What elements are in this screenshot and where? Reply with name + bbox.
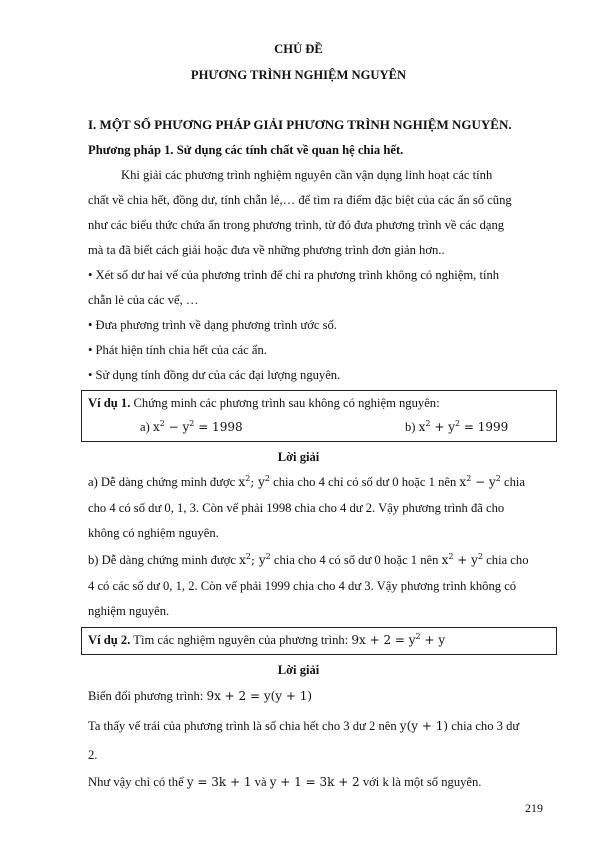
solution-1b-line: 4 có các số dư 0, 1, 2. Còn vế phải 1999 chia cho 4 dư 3. Vậy phương trình không có bbox=[88, 579, 517, 593]
page-number: 219 bbox=[525, 801, 543, 815]
example-1-prompt bbox=[88, 395, 558, 411]
bullet-item: • Xét số dư hai vế của phương trình để chỉ ra phương trình không có nghiệm, tính bbox=[88, 268, 500, 282]
bullet-continuation: chẵn lẻ của các vế, … bbox=[88, 293, 199, 307]
section-heading: I. MỘT SỐ PHƯƠNG PHÁP GIẢI PHƯƠNG TRÌNH NGHIỆM NGUYÊN. bbox=[88, 117, 512, 132]
solution-1a-line: không có nghiệm nguyên. bbox=[88, 526, 219, 540]
solution-heading: Lời giải bbox=[277, 663, 320, 677]
solution-heading: Lời giải bbox=[277, 450, 320, 464]
bullet-item: • Sử dụng tính đồng dư của các đại lượng nguyên. bbox=[88, 368, 341, 382]
example-2-text: Tìm các nghiệm nguyên của phương trình: bbox=[130, 633, 352, 647]
example-2-label: Ví dụ 2. bbox=[88, 633, 131, 647]
solution-2-line: 2. bbox=[88, 748, 98, 762]
example-1-part-b bbox=[405, 419, 545, 435]
paragraph-line: chất về chia hết, đồng dư, tính chẵn lẻ,… để tìm ra điểm đặc biệt của các ẩn số cũng bbox=[88, 193, 512, 207]
example-2-prompt bbox=[88, 632, 558, 648]
bullet-item: • Đưa phương trình về dạng phương trình ước số. bbox=[88, 318, 337, 332]
part-a-prefix: a) bbox=[140, 420, 153, 434]
bullet-item: • Phát hiện tính chia hết của các ẩn. bbox=[88, 343, 267, 357]
paragraph-line: như các biểu thức chứa ẩn trong phương trình, từ đó đưa phương trình về các dạng bbox=[88, 218, 505, 232]
paragraph-line: mà ta đã biết cách giải hoặc đưa về những phương trình đơn giản hơn.. bbox=[88, 243, 445, 257]
paragraph-line: Khi giải các phương trình nghiệm nguyên cần vận dụng linh hoạt các tính bbox=[121, 168, 493, 182]
example-1-label: Ví dụ 1. bbox=[88, 396, 131, 410]
solution-2-line: Như vậy chỉ có thể y = 3k + 1 và y + 1 = 3k + 2 với k là một số nguyên. bbox=[88, 775, 482, 789]
solution-1b-line: b) Dễ dàng chứng minh được $x^2$; $y^2$ chia cho 4 có số dư 0 hoặc 1 nên $x^2 + y^2$ chia cho bbox=[88, 552, 529, 567]
example-1-part-a bbox=[140, 419, 300, 435]
solution-2-line: Ta thấy vế trái của phương trình là số chia hết cho 3 dư 2 nên y(y + 1) chia cho 3 dư bbox=[88, 719, 520, 733]
example-1-text: Chứng minh các phương trình sau không có nghiệm nguyên: bbox=[130, 396, 440, 410]
title-main: PHƯƠNG TRÌNH NGHIỆM NGUYÊN bbox=[190, 68, 407, 82]
solution-1b-line: nghiệm nguyên. bbox=[88, 604, 170, 618]
solution-2-line: Biến đổi phương trình: 9x + 2 = y(y + 1) bbox=[88, 689, 313, 703]
solution-1a-line: a) Dễ dàng chứng minh được $x^2$; $y^2$ chia cho 4 chỉ có số dư 0 hoặc 1 nên $x^2 - y^2$ chia bbox=[88, 474, 525, 489]
part-b-prefix: b) bbox=[405, 420, 419, 434]
title-topic: CHỦ ĐỀ bbox=[274, 42, 323, 56]
solution-1a-line: cho 4 có số dư 0, 1, 3. Còn vế phải 1998 chia cho 4 dư 2. Vậy phương trình đã cho bbox=[88, 501, 505, 515]
method-heading: Phương pháp 1. Sử dụng các tính chất về quan hệ chia hết. bbox=[88, 143, 404, 157]
equation-example-2: $9x + 2 = y^2 + y$ bbox=[351, 632, 446, 647]
equation-b: $x^2 + y^2 = 1999$ bbox=[418, 419, 509, 434]
equation-a: $x^2 - y^2 = 1998$ bbox=[152, 419, 243, 434]
